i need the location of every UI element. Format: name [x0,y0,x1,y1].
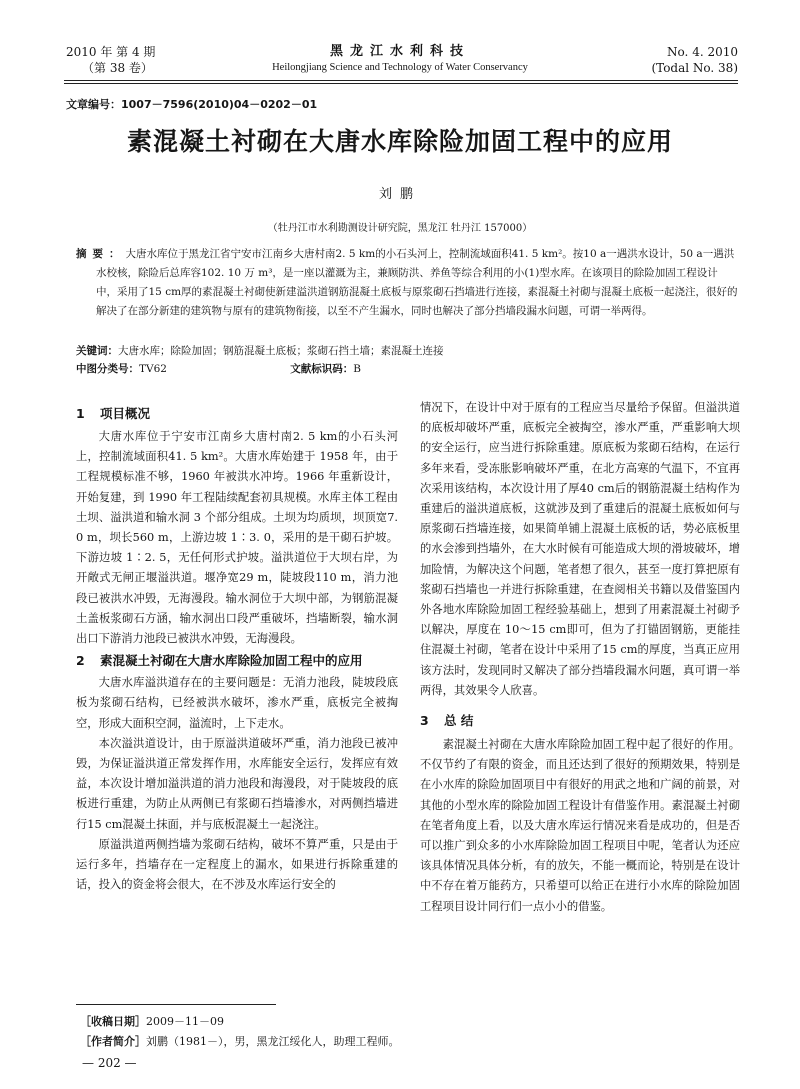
section-heading: 2 素混凝土衬砌在大唐水库除险加固工程中的应用 [76,653,363,669]
doc-code-value: B [353,363,362,375]
received-date: 2009－11－09 [146,1015,224,1028]
keywords-label: 关键词： [76,345,118,357]
author-bio: 刘鹏（1981－），男，黑龙江绥化人，助理工程师。 [146,1035,400,1048]
paragraph: 原溢洪道两侧挡墙为浆砌石结构，破坏不算严重，只是由于运行多年，挡墙存在一定程度上的漏水，如果进行拆除重建的话，投入的资金将会很大，在不涉及水库运行安全的 [76,837,398,892]
paragraph: 大唐水库位于宁安市江南乡大唐村南2. 5 km的小石头河上，控制流域面积41. 5 km²。大唐水库始建于 1958 年，由于工程规模标准不够，1960 年被洪水冲垮。1966 年重新设计，开始复建，到 1990 年工程陆续配套初具规模。水库主体工程由土坝、溢洪道和输水洞 3 个部分组成。土坝为均质坝，坝顶宽7. 0 m，坝长560 m，上游边坡 1∶3. 0，采用的是干砌石护坡。下游边坡 1∶2. 5，无任何形式护坡。溢洪道位于大坝右岸，为开敞式无闸正堰溢洪道。堰净宽29 m，陡坡段110 m，消力池段已被洪水冲毁，无海漫段。输水洞位于大坝中部，为钢筋混凝土盖板浆砌石方涵，输水洞出口段严重破坏，挡墙断裂，输水洞出口下游消力池段已被洪水冲毁，无海漫段。 [76,430,398,646]
abstract-text: 大唐水库位于黑龙江省宁安市江南乡大唐村南2. 5 km的小石头河上，控制流域面积41. 5 km²。按10 a一遇洪水设计，50 a一遇洪水校核，除险后总库容102. 10 万 m³，是一座以灌溉为主，兼顾防洪、养鱼等综合利用的小(1)型水库。在该项目的除险加固工程设计中，采用了15 cm厚的素混凝土衬砌使新建溢洪道钢筋混凝土底板与原浆砌石挡墙进行连接，素混凝土衬砌与混凝土底板一起浇注，很好的解决了在部分新建的建筑物与原有的建筑物衔接，以至不产生漏水，同时也解决了部分挡墙段漏水问题，可谓一举两得。 [96,248,738,317]
issue-info-en [651,44,738,76]
left-column [76,404,398,895]
classification [76,361,361,378]
paragraph: 大唐水库溢洪道存在的主要问题是：无消力池段，陡坡段底板为浆砌石结构，已经被洪水破坏，渗水严重，底板完全被掏空，形成大面积空洞，溢流时，上下走水。 [76,676,398,730]
paragraph: 情况下，在设计中对于原有的工程应当尽量给予保留。但溢洪道的底板却破坏严重，底板完全被掏空，渗水严重，严重影响大坝的安全运行，应当进行拆除重建。原底板为浆砌石结构，在运行多年来看，受冻胀影响破坏严重，在北方高寒的气温下，不宜再次采用该结构，本次设计用了厚40 cm后的钢筋混凝土结构作为重建后的溢洪道底板，这就涉及到了重建后的混凝土底板如何与原浆砌石挡墙连接，如果简单铺上混凝土底板的话，势必底板里的水会渗到挡墙外，在大水时候有可能造成大坝的滑坡破坏，增加险情，为解决这个问题，笔者想了很久，甚至一度打算把原有浆砌石挡墙也一并进行拆除重建，在查阅相关书籍以及借鉴国内外各地水库除险加固工程经验基础上，想到了用素混凝土衬砌予以解决，厚度在 10～15 cm即可，但为了打锚固钢筋，更能挂住混凝土衬砌，笔者在设计中采用了15 cm的厚度，当真正应用该方法时，发现同时又解决了部分挡墙段漏水问题，真可谓一举两得，其效果令人欣喜。 [420,401,740,697]
page-number: — 202 — [82,1056,137,1070]
clc-value: TV62 [139,363,167,375]
article-id: 文章编号：1007－7596(2010)04－0202－01 [66,98,318,111]
paragraph: 本次溢洪道设计，由于原溢洪道破坏严重，消力池段已被冲毁，为保证溢洪道正常发挥作用，水库能安全运行，发挥应有效益，本次设计增加溢洪道的消力池段和海漫段，对于陡坡段的底板进行重建，为防止从两侧已有浆砌石挡墙渗水，对两侧挡墙进行15 cm混凝土抹面，并与底板混凝土一起浇注。 [76,736,398,831]
journal-name-en: Heilongjiang Science and Technology of Water Conservancy [272,62,528,73]
journal-name-cn: 黑龙江水利科技 [329,44,470,59]
issue-info [66,44,155,76]
total-number-en: (Todal No. 38) [651,61,738,75]
right-column [420,398,740,917]
issue-line: 2010 年 第 4 期 [66,45,156,59]
footnote [80,1012,400,1052]
header-rule [64,80,738,81]
keywords-text: 大唐水库；除险加固；钢筋混凝土底板；浆砌石挡土墙；素混凝土连接 [118,345,444,357]
issue-number-en: No. 4. 2010 [667,45,738,59]
paragraph: 素混凝土衬砌在大唐水库除险加固工程中起了很好的作用。不仅节约了有限的资金，而且还达到了很好的预期效果，特别是在小水库的除险加固项目中有很好的用武之地和广阔的前景，对其他的小型水库的除险加固工程设计有借鉴作用。素混凝土衬砌在笔者角度上看，以及大唐水库运行情况来看是成功的，但是否可以推广到众多的小水库除险加固工程项目中呢，笔者认为还应该具体情况具体分析，有的放矢，不能一概而论，特别是在设计中不存在着万能药方，只希望可以给正在进行小水库的除险加固工程项目设计同行们一点小小的借鉴。 [420,738,740,913]
keywords [76,343,738,360]
abstract-label: 摘要： [76,248,126,260]
doc-code-label: 文献标识码： [290,363,354,375]
author-bio-label: ［作者简介］ [80,1035,146,1048]
section-heading: 1 项目概况 [76,406,151,421]
clc-label: 中图分类号： [76,363,139,375]
footnote-rule [76,1004,276,1005]
author-name: 刘鹏 [378,187,421,202]
header-rule-thin [64,83,738,84]
affiliation: （牡丹江市水利勘测设计研究院，黑龙江 牡丹江 157000） [267,223,533,234]
volume-line: （第 38 卷） [82,61,153,75]
journal-name [250,44,550,76]
paper-title: 素混凝土衬砌在大唐水库除险加固工程中的应用 [126,127,673,156]
received-label: ［收稿日期］ [80,1015,146,1028]
section-heading: 3 总 结 [420,713,474,729]
abstract [76,245,738,321]
